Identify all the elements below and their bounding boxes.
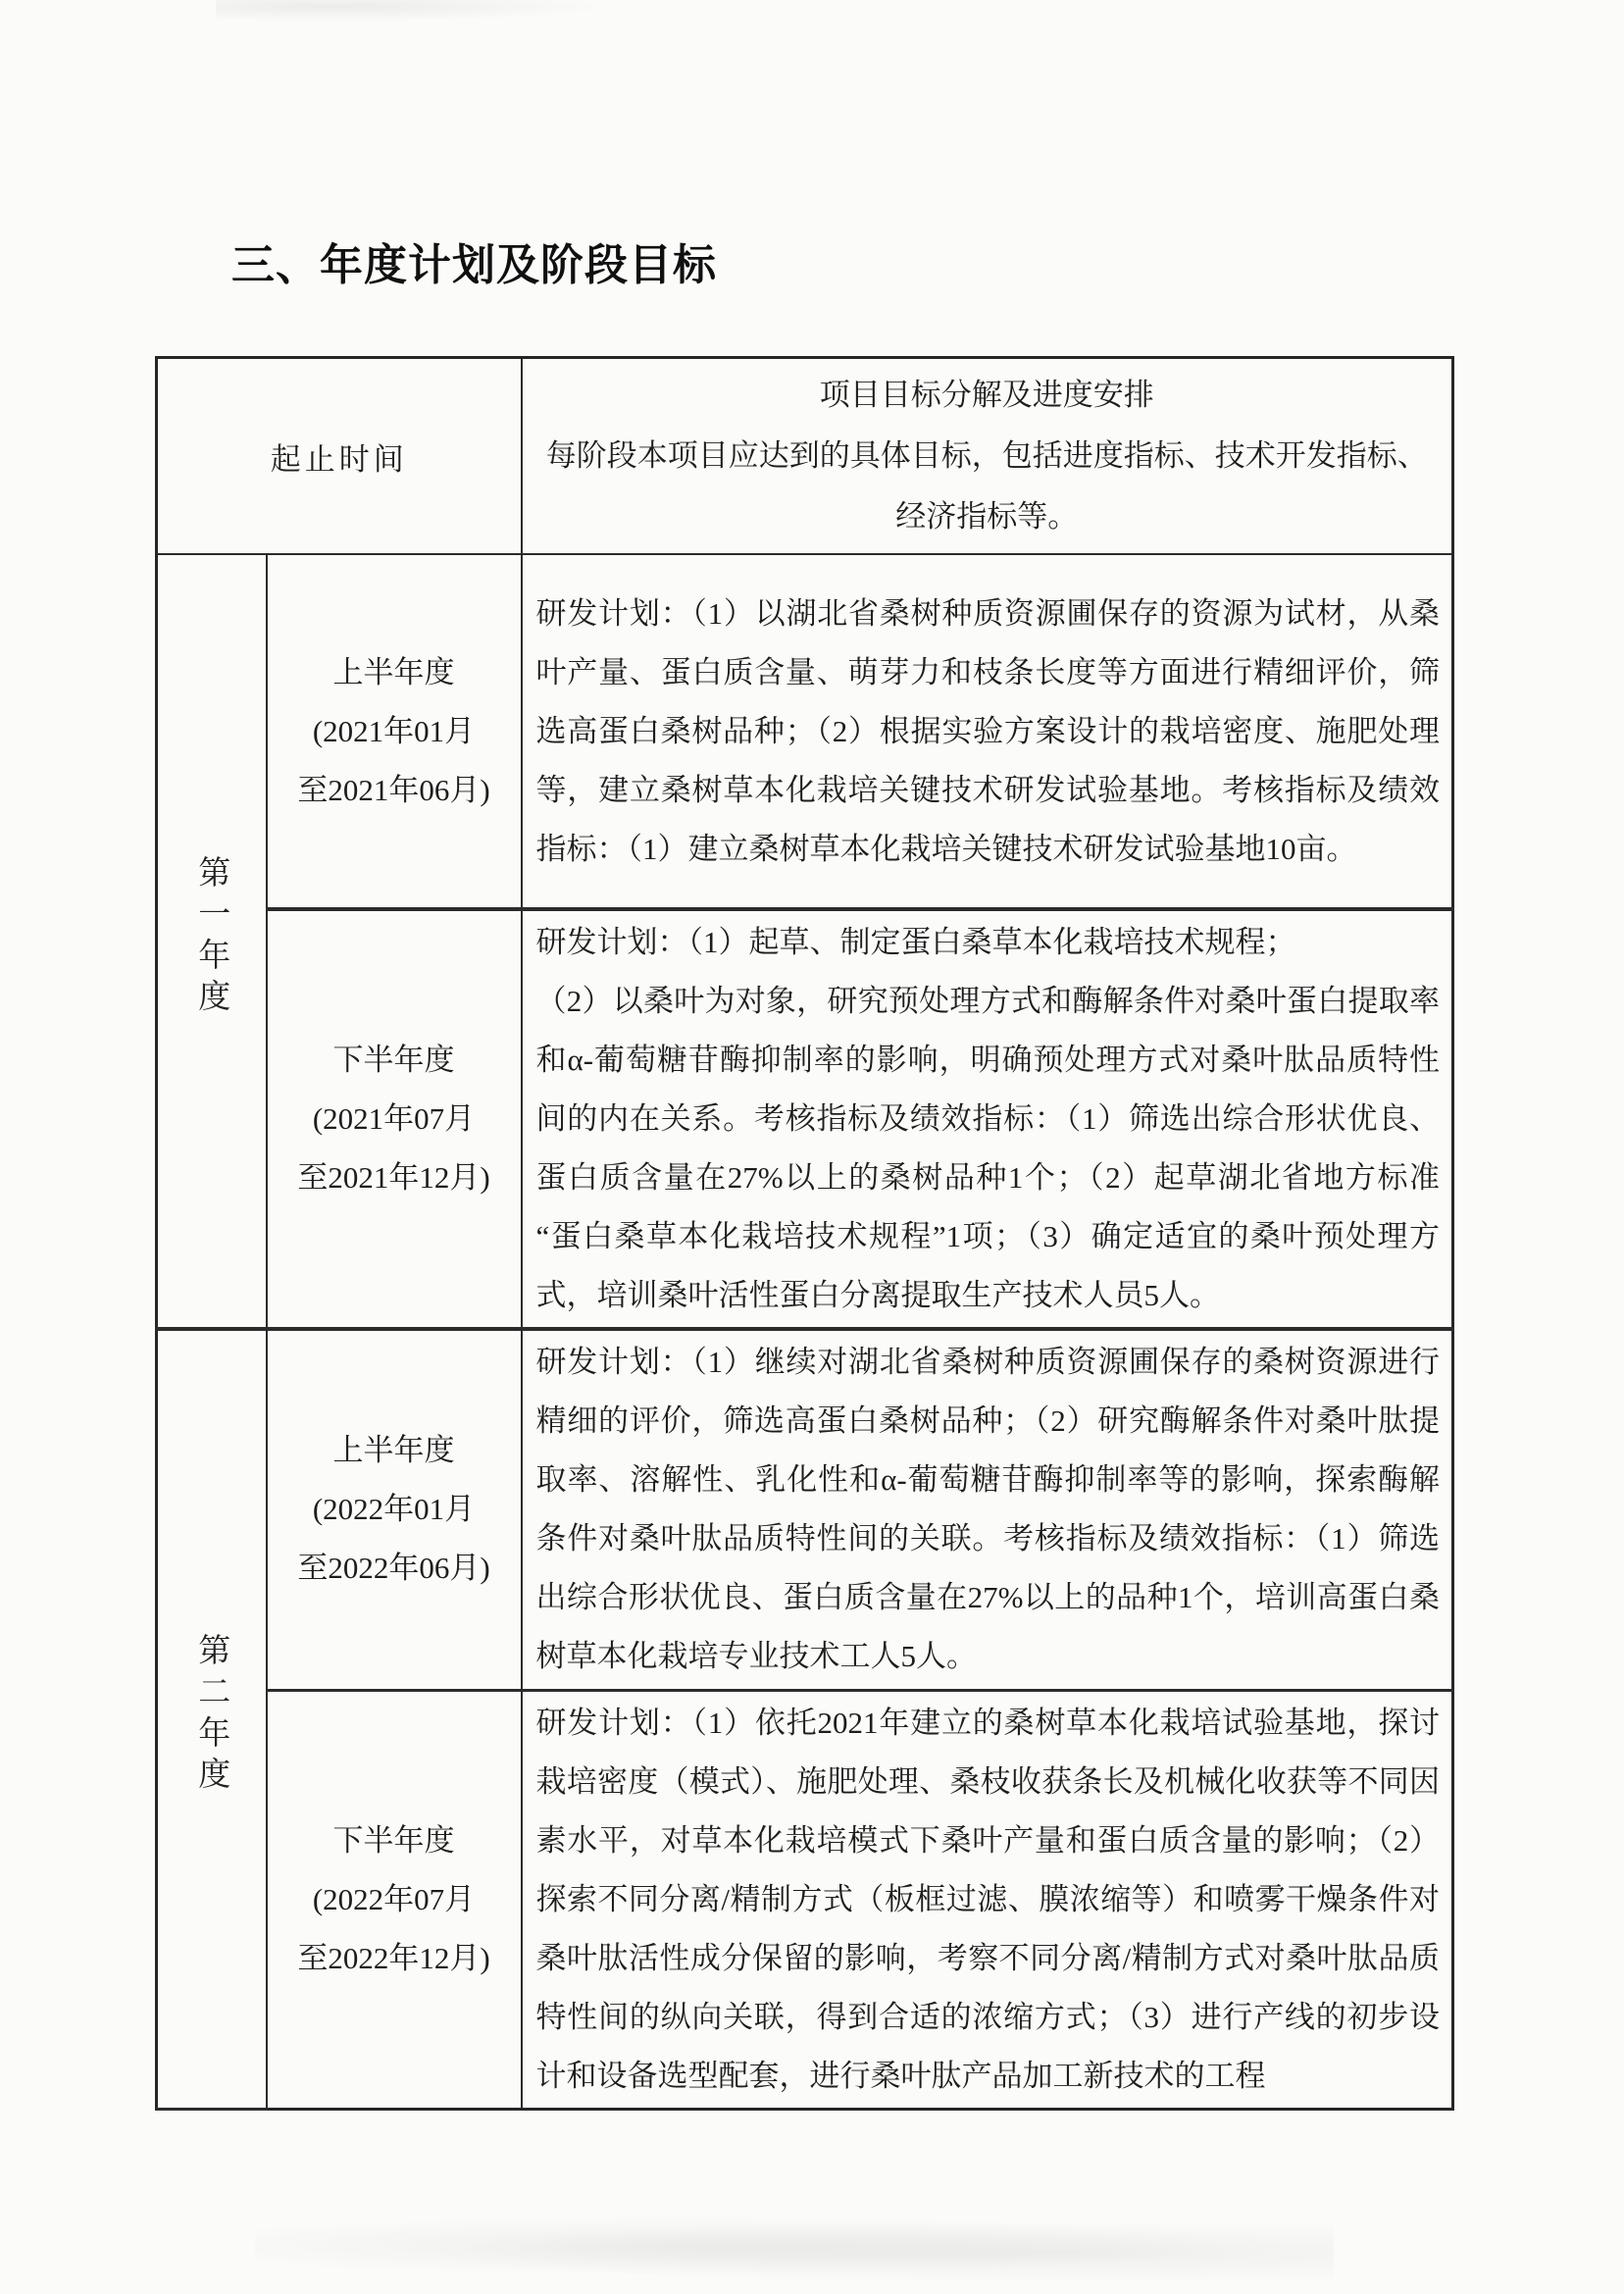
table-row-year1-first-half [157, 554, 1453, 909]
plan-paragraph: （2）以桑叶为对象，研究预处理方式和酶解条件对桑叶蛋白提取率和α-葡萄糖苷酶抑制率的影响，明确预处理方式对桑叶肽品质特性间的内在关系。考核指标及绩效指标：（1）筛选出综合形状优良、蛋白质含量在27%以上的桑树品种1个；（2）起草湖北省地方标准“蛋白桑草本化栽培技术规程”1项；（3）确定适宜的桑叶预处理方式，培训桑叶活性蛋白分离提取生产技术人员5人。 [535, 984, 1440, 1312]
date-from: (2022年07月 [312, 1881, 476, 1916]
table-row-year2-second-half [157, 1690, 1453, 2109]
period-cell-y1h2 [267, 909, 522, 1329]
period-cell-y1h1 [267, 554, 522, 909]
date-from: (2021年07月 [312, 1101, 476, 1136]
period-cell-y2h1 [267, 1329, 522, 1690]
period-cell-y2h2 [267, 1690, 522, 2109]
header-goal-desc: 每阶段本项目应达到的具体目标，包括进度指标、技术开发指标、经济指标等。 [545, 438, 1428, 534]
year1-label-cell [157, 554, 267, 1329]
half-label: 下半年度 [332, 1043, 455, 1077]
annual-plan-table [155, 356, 1454, 2111]
year2-label: 第二年度 [193, 1632, 229, 1798]
content-cell-y2h1 [522, 1329, 1453, 1690]
half-label: 下半年度 [332, 1822, 455, 1858]
date-to: 至2022年06月) [297, 1551, 490, 1586]
plan-paragraph: 研发计划：（1）继续对湖北省桑树种质资源圃保存的桑树资源进行精细的评价，筛选高蛋白桑树品种；（2）研究酶解条件对桑叶肽提取率、溶解性、乳化性和α-葡萄糖苷酶抑制率等的影响，探索酶解条件对桑叶肽品质特性间的关联。考核指标及绩效指标：（1）筛选出综合形状优良、蛋白质含量在27%以上的品种1个，培训高蛋白桑树草本化栽培专业技术工人5人。 [535, 1345, 1440, 1674]
date-to: 至2022年12月) [297, 1940, 490, 1975]
date-to: 至2021年06月) [297, 772, 490, 807]
half-label: 上半年度 [332, 1433, 455, 1468]
year2-label-cell [157, 1329, 267, 2109]
date-from: (2021年01月 [312, 713, 476, 748]
plan-paragraph: 研发计划：（1）依托2021年建立的桑树草本化栽培试验基地，探讨栽培密度（模式）、施肥处理、桑枝收获条长及机械化收获等不同因素水平，对草本化栽培模式下桑叶产量和蛋白质含量的影响；（2）探索不同分离/精制方式（板框过滤、膜浓缩等）和喷雾干燥条件对桑叶肽活性成分保留的影响，考察不同分离/精制方式对桑叶肽品质特性间的纵向关联，得到合适的浓缩方式；（3）进行产线的初步设计和设备选型配套，进行桑叶肽产品加工新技术的工程 [535, 1705, 1440, 2093]
header-goal-title: 项目目标分解及进度安排 [819, 378, 1154, 412]
plan-paragraph: 研发计划：（1）以湖北省桑树种质资源圃保存的资源为试材，从桑叶产量、蛋白质含量、萌芽力和枝条长度等方面进行精细评价，筛选高蛋白桑树品种；（2）根据实验方案设计的栽培密度、施肥处理等，建立桑树草本化栽培关键技术研发试验基地。考核指标及绩效指标：（1）建立桑树草本化栽培关键技术研发试验基地10亩。 [535, 595, 1440, 866]
table-header-row [157, 358, 1453, 555]
plan-paragraph: 研发计划：（1）起草、制定蛋白桑草本化栽培技术规程； [535, 925, 1296, 959]
scan-artifact [216, 0, 608, 22]
section-title: 三、年度计划及阶段目标 [231, 241, 717, 289]
content-cell-y2h2 [522, 1690, 1453, 2109]
header-cell-goal [522, 358, 1453, 555]
date-to: 至2021年12月) [297, 1160, 490, 1195]
content-cell-y1h2 [522, 909, 1453, 1329]
scan-artifact [255, 2212, 1334, 2280]
year1-label: 第一年度 [193, 854, 229, 1020]
header-cell-time: 起止时间 [157, 358, 522, 555]
date-from: (2022年01月 [312, 1492, 476, 1527]
table-row-year1-second-half [157, 909, 1453, 1329]
table-row-year2-first-half [157, 1329, 1453, 1690]
content-cell-y1h1 [522, 554, 1453, 909]
half-label: 上半年度 [332, 654, 455, 689]
